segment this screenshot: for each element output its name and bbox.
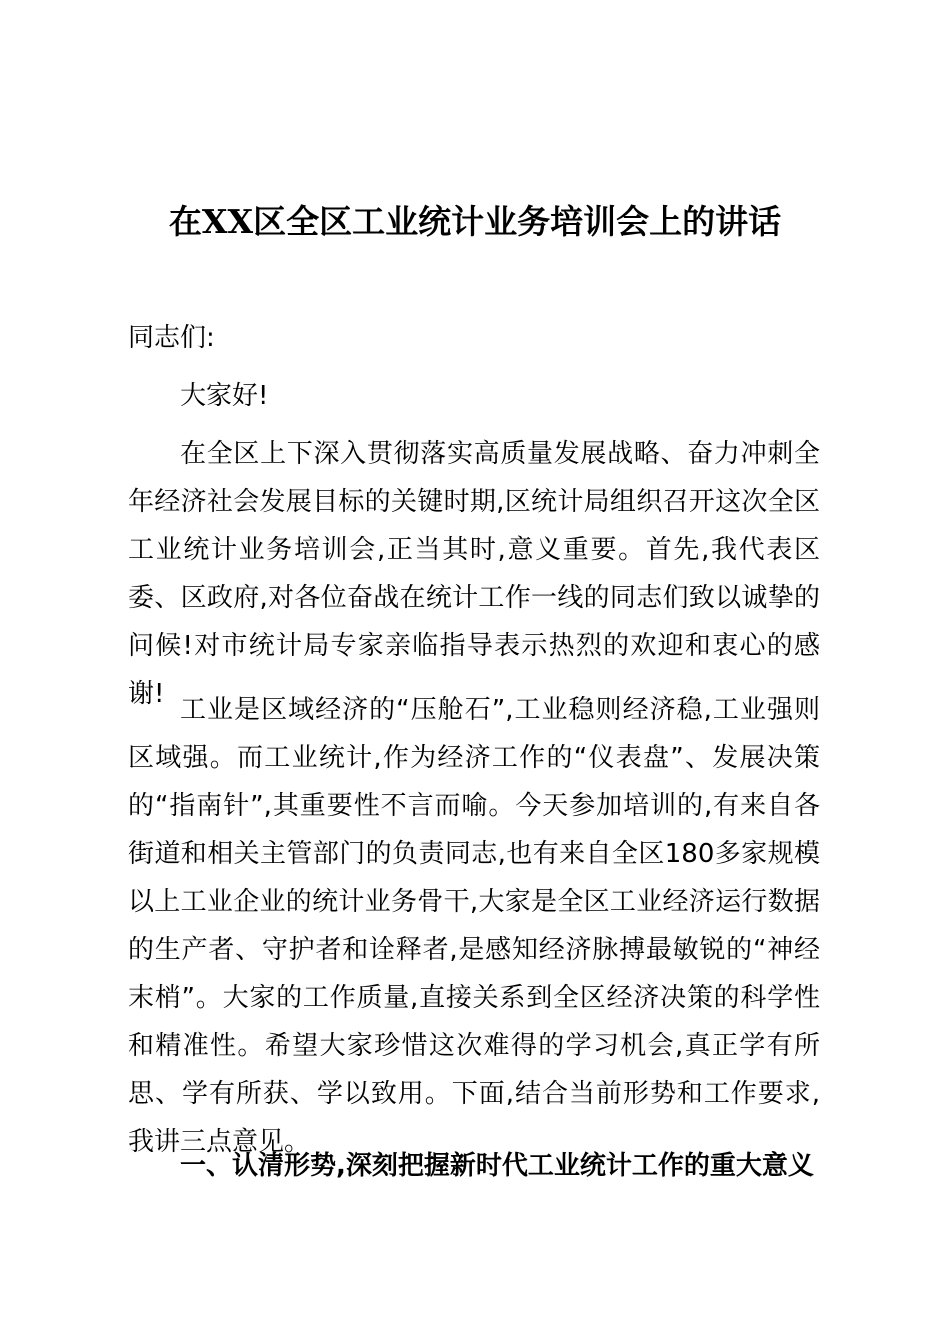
- paragraph-opening: 在全区上下深入贯彻落实高质量发展战略、奋力冲刺全年经济社会发展目标的关键时期,区统计局组织召开这次全区工业统计业务培训会,正当其时,意义重要。首先,我代表区委、区政府,对各位奋战在统计工作一线的同志们致以诚挚的问候!对市统计局专家亲临指导表示热烈的欢迎和衷心的感谢!: [128, 439, 820, 709]
- paragraph-industry-importance: 工业是区域经济的“压舱石”,工业稳则经济稳,工业强则区域强。而工业统计,作为经济工作的“仪表盘”、发展决策的“指南针”,其重要性不言而喻。今天参加培训的,有来自各街道和相关主管部门的负责同志,也有来自全区180多家规模以上工业企业的统计业务骨干,大家是全区工业经济运行数据的生产者、守护者和诠释者,是感知经济脉搏最敏锐的“神经末梢”。大家的工作质量,直接关系到全区经济决策的科学性和精准性。希望大家珍惜这次难得的学习机会,真正学有所思、学有所获、学以致用。下面,结合当前形势和工作要求,我讲三点意见。: [128, 695, 820, 1157]
- section-heading-1: 一、认清形势,深刻把握新时代工业统计工作的重大意义: [180, 1151, 814, 1181]
- salutation: 同志们:: [128, 323, 215, 353]
- document-title: 在XX区全区工业统计业务培训会上的讲话: [168, 202, 782, 241]
- greeting: 大家好!: [180, 381, 269, 411]
